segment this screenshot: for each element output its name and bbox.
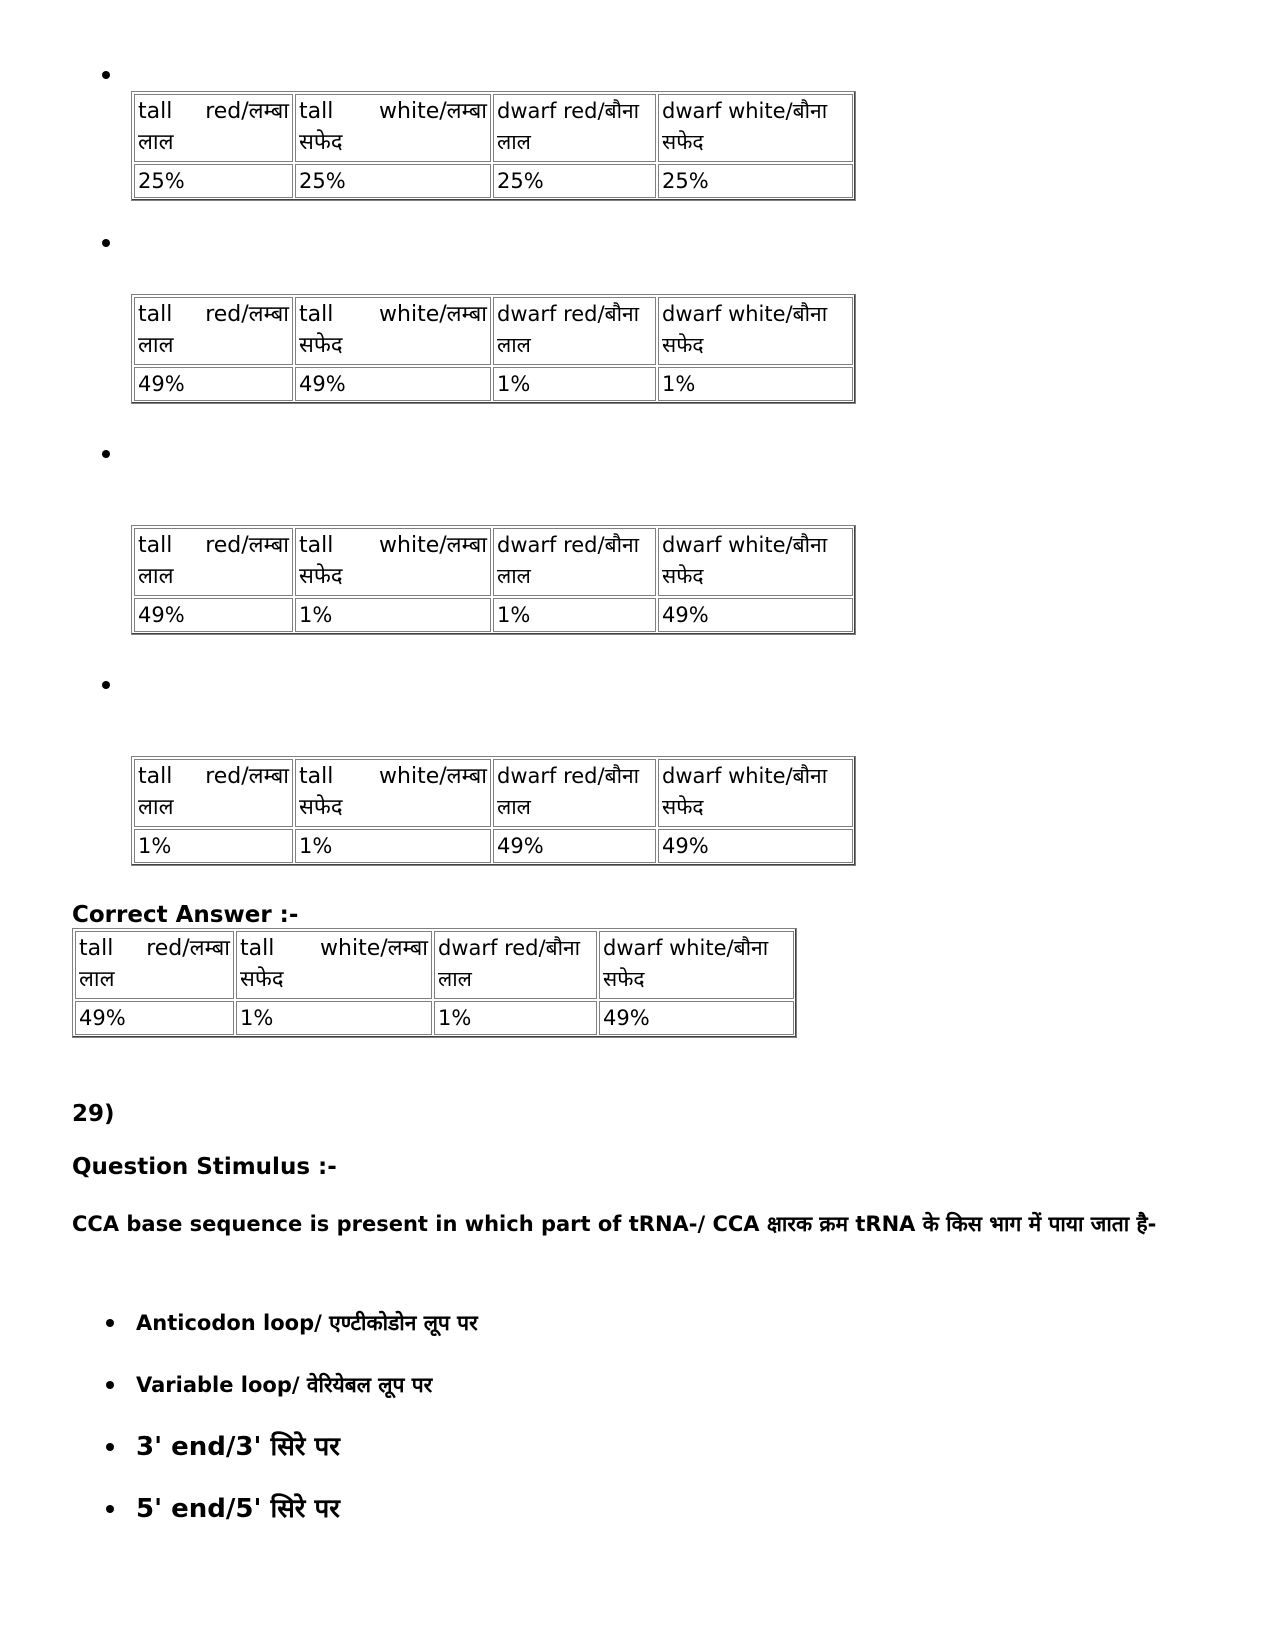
value-cell: 1%: [236, 1001, 432, 1035]
value-cell: 49%: [295, 367, 491, 401]
header-cell: dwarf red/बौना लाल: [493, 528, 656, 596]
answer-choice[interactable]: [72, 1370, 478, 1432]
value-cell: 49%: [75, 1001, 234, 1035]
value-cell: 49%: [658, 598, 853, 632]
header-cell: tall white/लम्बा सफेद: [236, 931, 432, 999]
answer-choice[interactable]: [72, 1308, 478, 1370]
value-cell: 1%: [295, 598, 491, 632]
value-cell: 1%: [434, 1001, 597, 1035]
header-cell: dwarf white/बौना सफेद: [658, 759, 853, 827]
option-table: [131, 294, 856, 404]
header-cell: tall red/लम्बा लाल: [134, 94, 293, 162]
value-cell: 49%: [134, 367, 293, 401]
option-table: [131, 525, 856, 635]
option-table: [131, 756, 856, 866]
value-cell: 1%: [134, 829, 293, 863]
choice-bullet: [106, 1381, 114, 1389]
header-cell: tall red/लम्बा लाल: [134, 759, 293, 827]
answer-choice[interactable]: [72, 1432, 478, 1494]
header-cell: dwarf white/बौना सफेद: [599, 931, 794, 999]
option-table: [131, 91, 856, 201]
header-cell: tall white/लम्बा सफेद: [295, 297, 491, 365]
header-cell: dwarf white/बौना सफेद: [658, 297, 853, 365]
question-stimulus-heading: Question Stimulus :-: [72, 1154, 337, 1180]
header-cell: dwarf white/बौना सफेद: [658, 528, 853, 596]
header-cell: dwarf white/बौना सफेद: [658, 94, 853, 162]
choice-label: 3' end/3' सिरे पर: [136, 1432, 340, 1462]
header-cell: tall white/लम्बा सफेद: [295, 94, 491, 162]
choice-label: 5' end/5' सिरे पर: [136, 1494, 340, 1524]
correct-answer-table: [72, 928, 797, 1038]
header-cell: tall white/लम्बा सफेद: [295, 759, 491, 827]
option-bullet: [102, 239, 110, 247]
value-cell: 49%: [658, 829, 853, 863]
header-cell: dwarf red/बौना लाल: [493, 297, 656, 365]
header-cell: tall red/लम्बा लाल: [75, 931, 234, 999]
value-cell: 49%: [599, 1001, 794, 1035]
question-number: 29): [72, 1101, 115, 1127]
choice-bullet: [106, 1505, 114, 1513]
value-cell: 1%: [658, 367, 853, 401]
option-bullet: [102, 681, 110, 689]
answer-choice[interactable]: [72, 1494, 478, 1556]
value-cell: 49%: [134, 598, 293, 632]
header-cell: dwarf red/बौना लाल: [434, 931, 597, 999]
answer-choices: [72, 1308, 478, 1556]
choice-label: Variable loop/ वेरियेबल लूप पर: [136, 1373, 433, 1397]
value-cell: 1%: [493, 367, 656, 401]
choice-bullet: [106, 1443, 114, 1451]
value-cell: 25%: [493, 164, 656, 198]
value-cell: 25%: [658, 164, 853, 198]
question-text: CCA base sequence is present in which part of tRNA-/ CCA क्षारक क्रम tRNA के किस भाग में पाया जाता है-: [72, 1212, 1157, 1236]
choice-bullet: [106, 1319, 114, 1327]
header-cell: dwarf red/बौना लाल: [493, 94, 656, 162]
value-cell: 25%: [295, 164, 491, 198]
choice-label: Anticodon loop/ एण्टीकोडोन लूप पर: [136, 1311, 478, 1335]
header-cell: tall white/लम्बा सफेद: [295, 528, 491, 596]
option-bullet: [102, 71, 110, 79]
value-cell: 49%: [493, 829, 656, 863]
value-cell: 1%: [295, 829, 491, 863]
option-bullet: [102, 450, 110, 458]
header-cell: tall red/लम्बा लाल: [134, 528, 293, 596]
header-cell: tall red/लम्बा लाल: [134, 297, 293, 365]
value-cell: 1%: [493, 598, 656, 632]
value-cell: 25%: [134, 164, 293, 198]
correct-answer-heading: Correct Answer :-: [72, 902, 299, 928]
header-cell: dwarf red/बौना लाल: [493, 759, 656, 827]
